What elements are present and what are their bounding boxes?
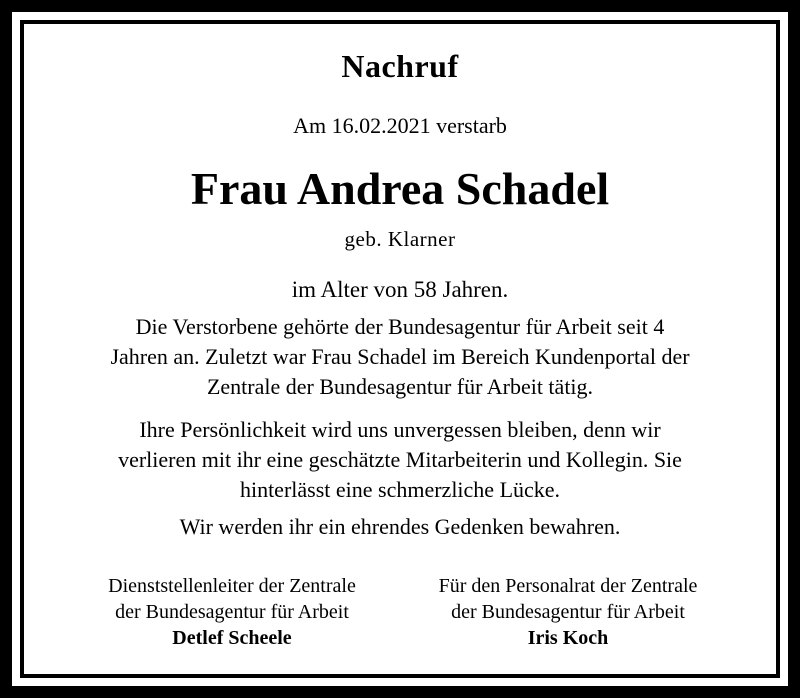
inner-frame: [20, 20, 780, 678]
signature-block: [64, 573, 736, 651]
signature-right-role-line-2: der Bundesagentur für Arbeit: [451, 601, 685, 623]
death-date-line: Am 16.02.2021 verstarb: [293, 113, 507, 138]
obituary-content: [24, 24, 776, 674]
paragraph-service-line-2: Jahren an. Zuletzt war Frau Schadel im Bereich Kundenportal der: [110, 344, 690, 369]
paragraph-service: [64, 312, 736, 402]
signature-left-name: Detlef Scheele: [172, 627, 292, 649]
paragraph-tribute-line-2: verlieren mit ihr eine geschätzte Mitarbeiterin und Kollegin. Sie: [118, 447, 682, 472]
signature-right: [400, 573, 736, 651]
paragraph-tribute-line-3: hinterlässt eine schmerzliche Lücke.: [239, 477, 561, 502]
birth-name-line: geb. Klarner: [344, 227, 456, 251]
signature-left-role-line-2: der Bundesagentur für Arbeit: [115, 601, 349, 623]
obituary-title: Nachruf: [341, 48, 459, 84]
paragraph-service-line-1: Die Verstorbene gehörte der Bundesagentur für Arbeit seit 4: [135, 314, 665, 339]
signature-right-name: Iris Koch: [527, 627, 609, 649]
signature-left: [64, 573, 400, 651]
age-line: im Alter von 58 Jahren.: [291, 277, 509, 302]
paragraph-tribute: [64, 415, 736, 505]
closing-line: Wir werden ihr ein ehrendes Gedenken bewahren.: [179, 514, 621, 539]
signature-left-role-line-1: Dienststellenleiter der Zentrale: [108, 575, 356, 597]
deceased-name: Frau Andrea Schadel: [190, 163, 610, 214]
paragraph-service-line-3: Zentrale der Bundesagentur für Arbeit tätig.: [206, 374, 594, 399]
paragraph-tribute-line-1: Ihre Persönlichkeit wird uns unvergessen bleiben, denn wir: [139, 417, 661, 442]
signature-right-role-line-1: Für den Personalrat der Zentrale: [438, 575, 698, 597]
